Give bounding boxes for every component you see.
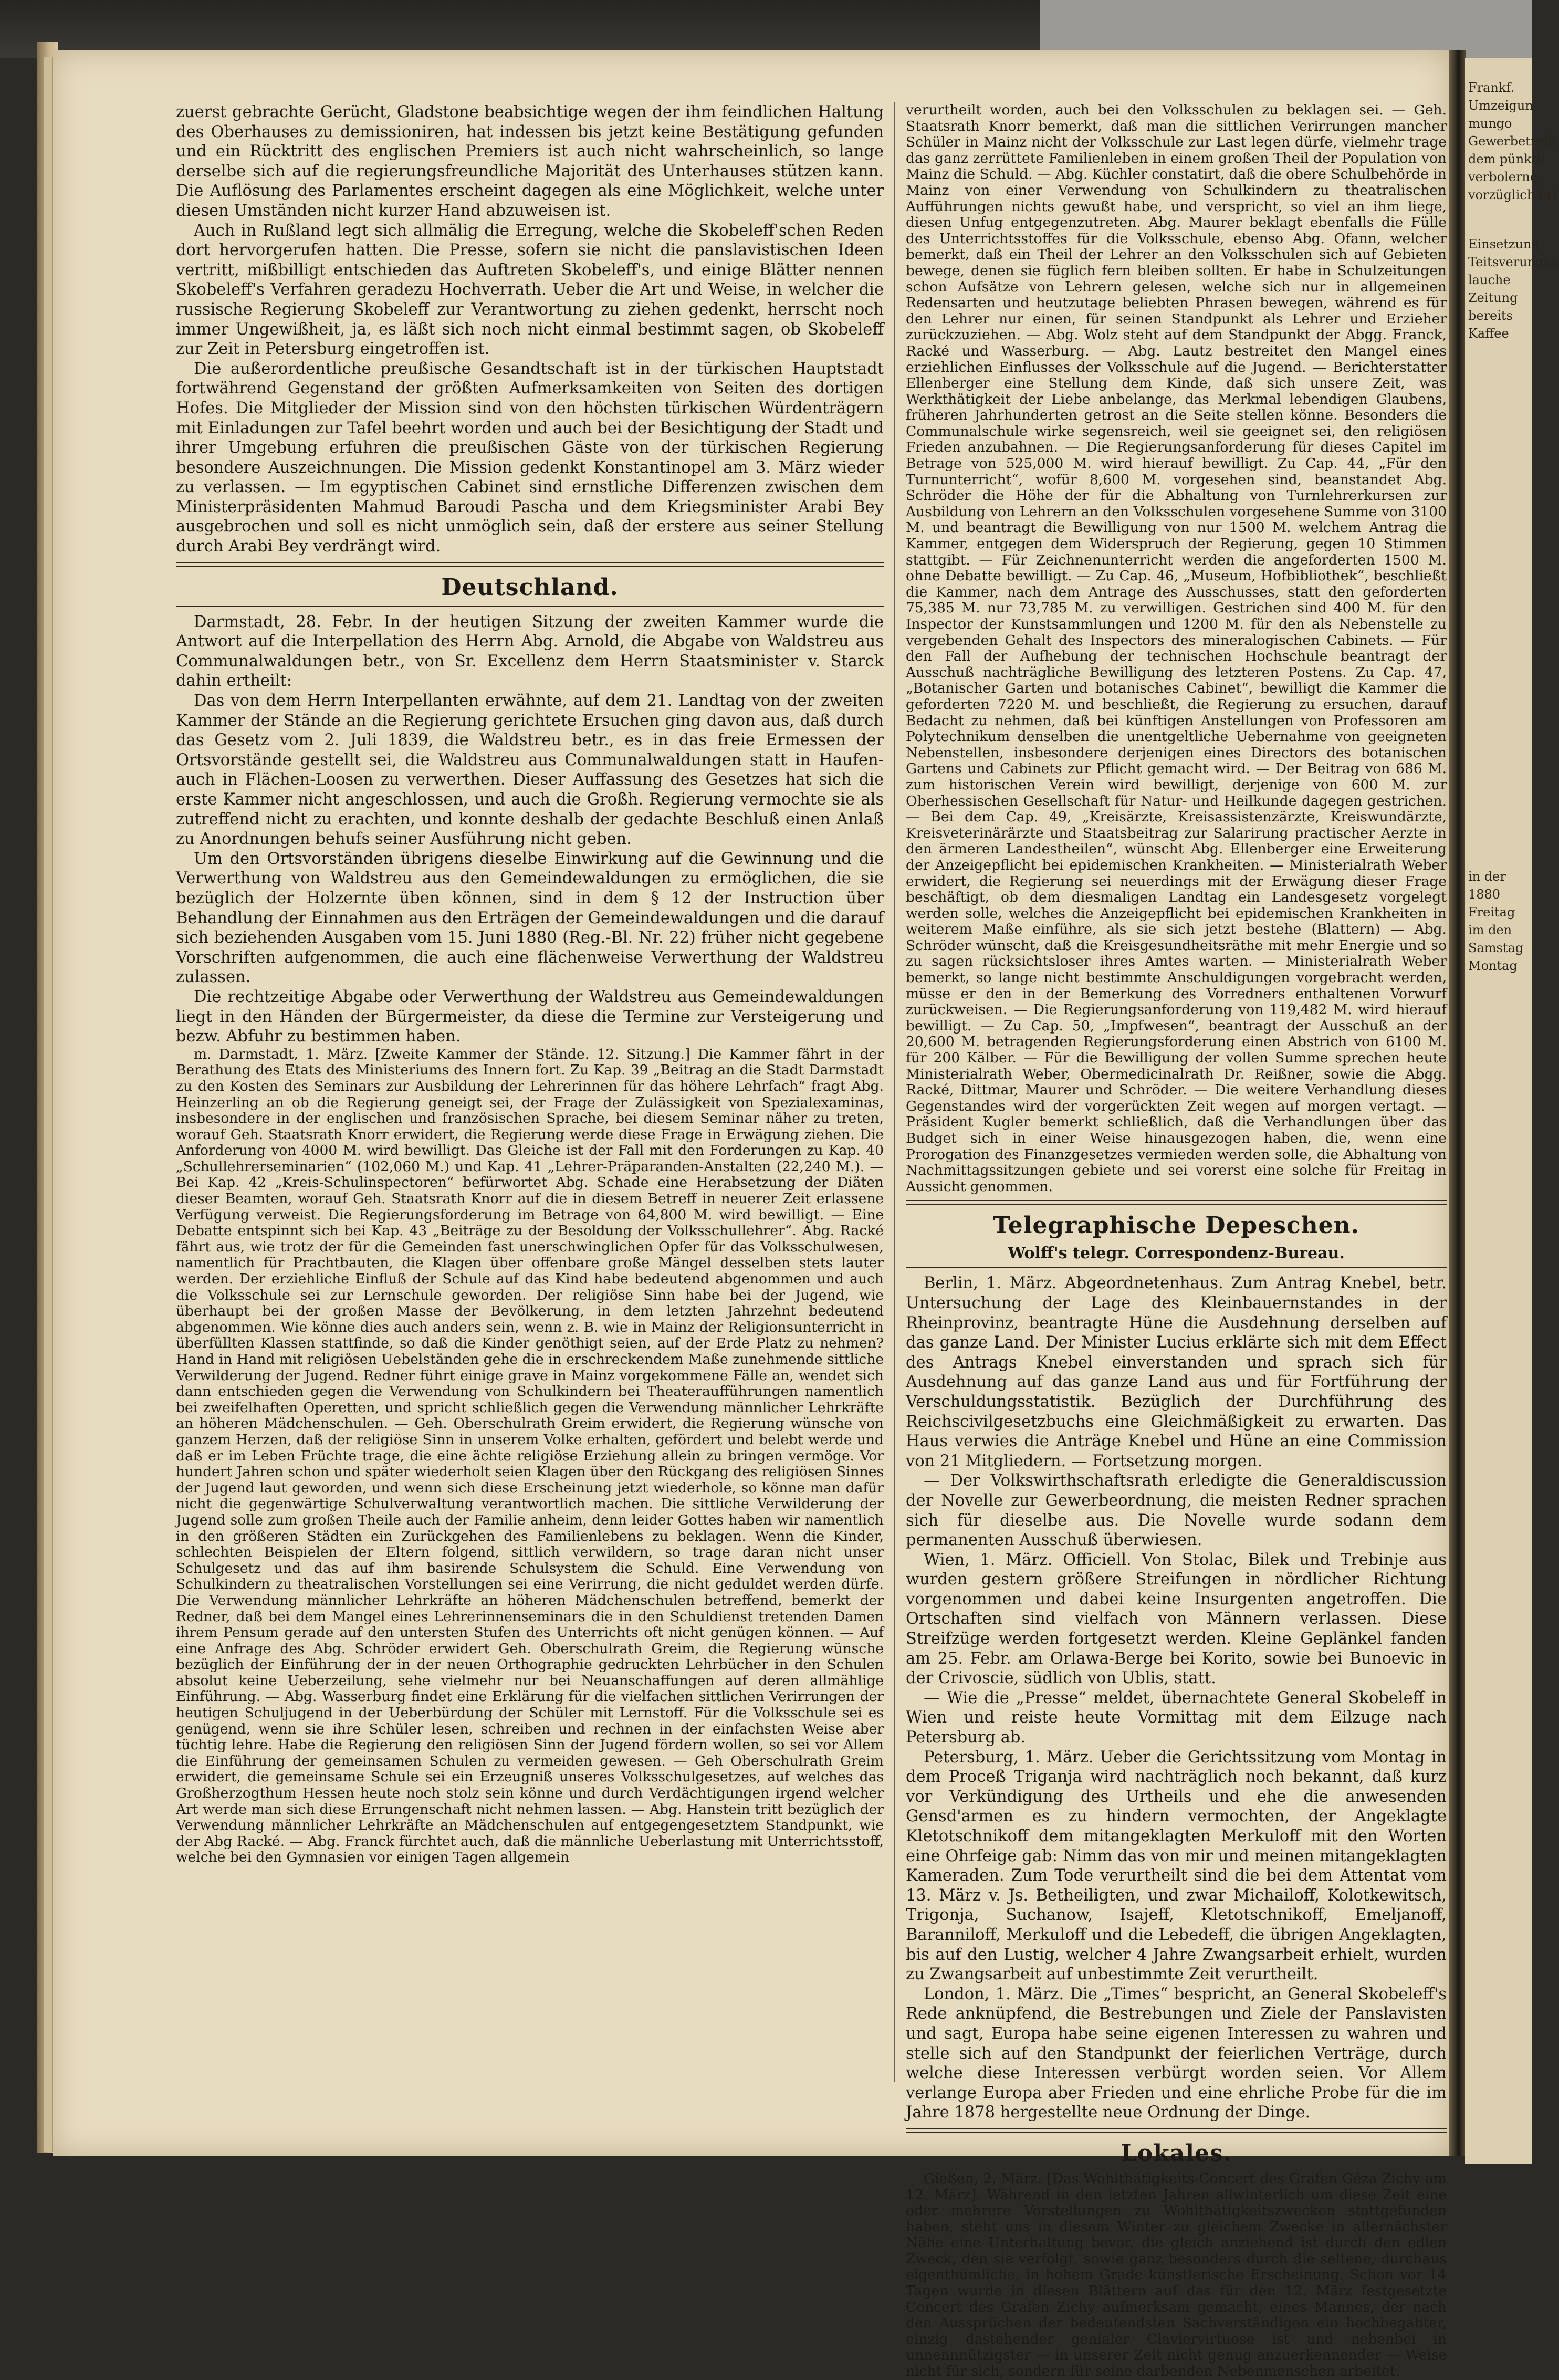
- dispatch-wien-2: — Wie die „Presse“ meldet, übernachtete General Skobeleff in Wien und reiste heute Vormittag mit dem Eilzuge nach Petersburg ab.: [906, 1688, 1447, 1747]
- article-paragraph: Das von dem Herrn Interpellanten erwähnte, auf dem 21. Landtag von der zweiten Kammer der Stände an die Regierung gerichtete Ersuchen ging davon aus, daß durch das Gesetz vom 2. Juli 1839, die Waldstreu betr., es in das freie Ermessen der Ortsvorstände gestellt sei, die Waldstreu aus Communalwaldungen statt in Haufen- auch in Flächen-Loosen zu verwerthen. Dieser Auffassung des Gesetzes hat sich die erste Kammer nicht angeschlossen, und auch die Großh. Regierung vermochte sie als zutreffend nicht zu erachten, und konnte deshalb der gedachte Beschluß einen Anlaß zu Anordnungen behufs seiner Ausführung nicht geben.: [176, 692, 884, 849]
- dispatch-london: London, 1. März. Die „Times“ bespricht, an General Skobeleff's Rede anknüpfend, die Bestrebungen und Ziele der Panslavisten und sagt, Europa habe seine eigenen Interessen zu wahren und stelle sich auf den Standpunkt der feierlichen Verträge, durch welche diese Interessen verbürgt worden seien. Vor Allem verlange Europa aber Frieden und eine ehrliche Probe für die im Jahre 1878 hergestellte neue Ordnung der Dinge.: [906, 1985, 1447, 2122]
- edge-fragment: dem pünktli: [1468, 152, 1545, 166]
- edge-fragment: Montag: [1468, 958, 1518, 973]
- edge-fragment: Frankf.: [1468, 80, 1515, 95]
- edge-fragment: Gewerbetreib: [1468, 134, 1556, 149]
- edge-fragment: Einsetzung: [1468, 237, 1540, 252]
- heading-rule: [176, 606, 884, 607]
- section-divider: [906, 2128, 1447, 2133]
- article-paragraph: Auch in Rußland legt sich allmälig die Erregung, welche die Skobeleff'schen Reden dort hervorgerufen hatten. Die Presse, sofern sie nicht die panslavistischen Ideen vertritt, mißbilligt entschieden das Auftreten Skobeleff's, und einige Blätter nennen Skobeleff's Verfahren geradezu Hochverrath. Ueber die Art und Weise, in welcher die russische Regierung Skobeleff zur Verantwortung zu ziehen gedenkt, herrscht noch immer Ungewißheit, ja, es läßt sich noch nicht einmal bestimmt sagen, ob Skobeleff zur Zeit in Petersburg eingetroffen ist.: [176, 221, 884, 359]
- edge-fragment: in der: [1468, 869, 1506, 884]
- dispatch-berlin-2: — Der Volkswirthschaftsrath erledigte die Generaldiscussion der Novelle zur Gewerbeordnung, die meisten Redner sprachen sich für dieselbe aus. Die Novelle wurde sodann dem permanenten Ausschuß überwiesen.: [906, 1471, 1447, 1550]
- section-heading-telegraph: Telegraphische Depeschen.: [993, 1212, 1359, 1239]
- edge-fragment: lauche: [1468, 273, 1511, 287]
- edge-fragment: Freitag: [1468, 905, 1515, 920]
- edge-fragment: Umzeigun: [1468, 98, 1533, 113]
- edge-fragment: Zeitung: [1468, 290, 1518, 305]
- dispatch-petersburg: Petersburg, 1. März. Ueber die Gerichtssitzung vom Montag in dem Proceß Triganja wird nachträglich noch bekannt, daß kurz vor Verkündigung des Urtheils und ehe die anwesenden Gensd'armen es zu hindern vermochten, der Angeklagte Kletotschnikoff dem mitangeklagten Merkuloff mit den Worten eine Ohrfeige gab: Nimm das von mir und meinen mitangeklagten Kameraden. Zum Tode verurtheilt sind die bei dem Attentat vom 13. März v. Js. Betheiligten, und zwar Michailoff, Kolotkewitsch, Trigonja, Suchanow, Isajeff, Kletotschnikoff, Emeljanoff, Baranniloff, Merkuloff und die Lebedeff, die übrigen Angeklagten, bis auf den Lustig, welcher 4 Jahre Zwangsarbeit erhielt, wurden zu Zwangsarbeit auf unbestimmte Zeit verurtheilt.: [906, 1748, 1447, 1984]
- dispatch-wien: Wien, 1. März. Officiell. Von Stolac, Bilek und Trebinje aus wurden gestern größere Streifungen in nördlicher Richtung vorgenommen und dabei keine Insurgenten angetroffen. Die Ortschaften sind vielfach von Männern verlassen. Diese Streifzüge werden fortgesetzt werden. Kleine Geplänkel fanden am 25. Febr. am Orlawa-Berge bei Korito, sowie bei Bunoevic in der Crivoscie, südlich von Ublis, statt.: [906, 1550, 1447, 1688]
- section-heading-lokales: Lokales.: [1120, 2139, 1232, 2167]
- article-paragraph: Die außerordentliche preußische Gesandtschaft ist in der türkischen Hauptstadt fortwährend Gegenstand der größten Aufmerksamkeiten von Seiten des dortigen Hofes. Die Mitglieder der Mission sind von den höchsten türkischen Würdenträgern mit Einladungen zur Tafel beehrt worden und auch bei der Besichtigung der Stadt und ihrer Umgebung erfuhren die preußischen Gäste von der türkischen Regierung besondere Auszeichnungen. Die Mission gedenkt Konstantinopel am 3. März wieder zu verlassen. — Im egyptischen Cabinet sind ernstliche Differenzen zwischen dem Ministerpräsidenten Mahmud Baroudi Pascha und dem Kriegsminister Arabi Bey ausgebrochen und soll es nicht unmöglich sein, daß der erstere aus seiner Stellung durch Arabi Bey verdrängt wird.: [176, 359, 884, 556]
- edge-fragment: Teitsverungen: [1468, 255, 1559, 269]
- article-paragraph: Darmstadt, 28. Febr. In der heutigen Sitzung der zweiten Kammer wurde die Antwort auf die Interpellation des Herrn Abg. Arnold, die Abgabe von Waldstreu aus Communalwaldungen betr., von Sr. Excellenz dem Herrn Staatsminister v. Starck dahin ertheilt:: [176, 612, 884, 691]
- edge-fragment: Samstag: [1468, 941, 1524, 955]
- section-divider: [906, 1200, 1447, 1205]
- chamber-report-continued: verurtheilt worden, auch bei den Volksschulen zu beklagen sei. — Geh. Staatsrath Knorr bemerkt, daß man die sittlichen Verirrungen mancher Schüler in Mainz nicht der Volksschule zur Last legen dürfe, vielmehr trage das ganz zerrüttete Familienleben in einem großen Theil der Population von Mainz die Schuld. — Abg. Küchler constatirt, daß die obere Schulbehörde in Mainz von einer Verwendung von Schulkindern zu theatralischen Aufführungen nichts gewußt habe, und verspricht, so viel an ihm liege, diesen Unfug entgegenzutreten. Abg. Maurer beklagt ebenfalls die Fülle des Unterrichtsstoffes für die Volksschule, ebenso Abg. Ofann, welcher bemerkt, daß ein Theil der Lehrer an den Volksschulen sich auf Gebieten bewege, denen sie füglich fern bleiben sollten. Er habe in Schulzeitungen schon Aufsätze von Lehrern gelesen, welche sich nur in allgemeinen Redensarten und heutzutage beliebten Phrasen bewegen, während es für den Lehrer nur einen, für seinen Standpunkt als Lehrer und Erzieher zurückzuziehen. — Abg. Wolz steht auf dem Standpunkt der Abgg. Franck, Racké und Wasserburg. — Abg. Lautz bestreitet den Mangel eines erziehlichen Einflusses der Volksschule auf die Jugend. — Berichterstatter Ellenberger eine Stellung dem Kinde, daß sich unsere Zeit, was Werkthätigkeit der Liebe anbelange, das Merkmal lebendigen Glaubens, früheren Jahrhunderten getrost an die Seite stellen könne. Besonders die Communalschule wirke segensreich, weil sie geeignet sei, den religiösen Frieden anzubahnen. — Die Regierungsanforderung für dieses Capitel im Betrage von 525,000 M. wird hierauf bewilligt. Zu Cap. 44, „Für den Turnunterricht“, wofür 8,600 M. vorgesehen sind, beanstandet Abg. Schröder die Höhe der für die Abhaltung von Turnlehrerkursen zur Ausbildung von Lehrern an den Volksschulen vorgesehene Summe von 3100 M. und beantragt die Bewilligung von nur 1500 M. welchem Antrag die Kammer, entgegen dem Widerspruch der Regierung, gegen 10 Stimmen stattgibt. — Für Zeichnenunterricht werden die angeforderten 1500 M. ohne Debatte bewilligt. — Zu Cap. 46, „Museum, Hofbibliothek“, beschließt die Kammer, nach dem Antrage des Ausschusses, statt den geforderten 75,385 M. nur 73,785 M. zu verwilligen. Gestrichen sind 400 M. für den Inspector der Kunstsammlungen und 1200 M. für den als Nebenstelle zu vergebenden Gehalt des Inspectors des mineralogischen Cabinets. — Für den Fall der Aufhebung der technischen Hochschule beantragt der Ausschuß nachträgliche Bewilligung des letzteren Postens. Zu Cap. 47, „Botanischer Garten und botanisches Cabinet“, bewilligt die Kammer die geforderten 7220 M. und beschließt, die Regierung zu ersuchen, darauf Bedacht zu nehmen, daß bei künftigen Anstellungen von Professoren am Polytechnikum denselben die unentgeltliche Uebernahme von geeigneten Nebenstellen, insbesondere derjenigen eines Directors des botanischen Gartens und Cabinets zur Pflicht gemacht wird. — Der Beitrag von 686 M. zum historischen Verein wird bewilligt, derjenige von 600 M. zur Oberhessischen Gesellschaft für Natur- und Heilkunde dagegen gestrichen. — Bei dem Cap. 49, „Kreisärzte, Kreisassistenzärzte, Kreiswundärzte, Kreisveterinärärzte und Staatsbeitrag zur Salarirung practischer Aerzte in den ärmeren Landestheilen“, wünscht Abg. Ellenberger eine Erweiterung der Anzeigepflicht bei epidemischen Krankheiten. — Ministerialrath Weber erwidert, die Regierung sei neuerdings mit der Erwägung dieser Frage beschäftigt, ob dem diesmaligen Landtag ein Landesgesetz vorgelegt werden solle, welches die Anzeigepflicht bei epidemischen Krankheiten in weiterem Maße einführe, als sie sich jetzt bestehe (Blattern) — Abg. Schröder wünscht, daß die Kreisgesundheitsräthe mit mehr Energie und so zu sagen rücksichtsloser ihres Amtes warten. — Ministerialrath Weber bemerkt, so lange nicht bestimmte Anschuldigungen vorgebracht werden, müsse er den in der Bemerkung des Vorredners enthaltenen Vorwurf zurückweisen. — Die Regierungsanforderung von 119,482 M. wird hierauf bewilligt. — Zu Cap. 50, „Impfwesen“, beantragt der Ausschuß an der 20,600 M. betragenden Regierungsforderung einen Abstrich von 6100 M. für 200 Kälber. — Für die Bewilligung der vollen Summe sprechen heute Ministerialrath Weber, Obermedicinalrath Dr. Reißner, sowie die Abgg. Racké, Dittmar, Maurer und Schröder. — Die weitere Verhandlung dieses Gegenstandes wird der vorgerückten Zeit wegen auf morgen vertagt. — Präsident Kugler bemerkt schließlich, daß die Verhandlungen über das Budget sich in einer Weise hinausgezogen haben, die, wenn eine Prorogation des Finanzgesetzes vermieden werden solle, die Abhaltung von Nachmittagssitzungen gebiete und sei vorerst eine solche für Freitag in Aussicht genommen.: [906, 102, 1447, 1195]
- adjacent-page-edge: [1465, 58, 1559, 2164]
- left-column: [176, 102, 884, 2082]
- column-divider: [894, 102, 895, 2082]
- local-news-paragraph: Gießen, 2. März. [Das Wohlthätigkeits-Concert des Grafen Géza Zichy am 12. März]. Während in den letzten Jahren allwinterlich um diese Zeit eine oder mehrere Vorstellungen zu Wohlthätigkeitszwecken stattgefunden haben, steht uns in diesem Winter zu gleichem Zwecke in allernächster Nähe eine Unterhaltung bevor, die gleich anziehend ist durch den edlen Zweck, den sie verfolgt, sowie ganz besonders durch die seltene, durchaus eigenthümliche, in hohem Grade künstlerische Erscheinung. Schon vor 14 Tagen wurde in diesen Blättern auf das für den 12. März festgesetzte Concert des Grafen Zichy aufmerksam gemacht, eines Mannes, der nach den Aussprüchen der bedeutendsten Sachverständigen ein hochbegabter, einzig dastehender genialer Claviervirtuose ist und nebenbei in unnennnützigster — in unserer Zeit nicht genug anzuerkennender — Weise nicht für sich, sondern für seine darbenden Nebenmenschen arbeitet.: [906, 2170, 1447, 2380]
- article-paragraph: Die rechtzeitige Abgabe oder Verwerthung der Waldstreu aus Gemeindewaldungen liegt in den Händen der Bürgermeister, da diese die Termine zur Versteigerung und bezw. Abfuhr zu bestimmen haben.: [176, 987, 884, 1046]
- dispatch-berlin: Berlin, 1. März. Abgeordnetenhaus. Zum Antrag Knebel, betr. Untersuchung der Lage des Kleinbauernstandes in der Rheinprovinz, beantragte Hüne die Ausdehnung derselben auf das ganze Land. Der Minister Lucius erklärte sich mit dem Effect des Antrags Knebel einverstanden und sprach sich für Ausdehnung auf das ganze Land aus und für Fortführung der Verschuldungsstatistik. Bezüglich der Durchführung des Reichscivilgesetzbuchs eine Gleichmäßigkeit zu erwarten. Das Haus verwies die Anträge Knebel und Hüne an eine Commission von 21 Mitgliedern. — Fortsetzung morgen.: [906, 1274, 1447, 1470]
- edge-fragment: im den: [1468, 923, 1512, 937]
- edge-fragment: bereits: [1468, 308, 1513, 323]
- edge-fragment: 1880: [1468, 887, 1501, 902]
- edge-fragment: vorzüglich bri: [1468, 187, 1557, 202]
- edge-fragment: Kaffee: [1468, 326, 1509, 341]
- book-gutter: [1449, 50, 1466, 2156]
- chamber-report: m. Darmstadt, 1. März. [Zweite Kammer der Stände. 12. Sitzung.] Die Kammer fährt in der Berathung des Etats des Ministeriums des Innern fort. Zu Kap. 39 „Beitrag an die Stadt Darmstadt zu den Kosten des Seminars zur Ausbildung der Lehrerinnen für das höhere Lehrfach“ fragt Abg. Heinzerling an ob die Regierung geneigt sei, der Frage der Zulässigkeit von Spezialexaminas, insbesondere in der englischen und französischen Sprache, bei diesem Seminar näher zu treten, worauf Geh. Staatsrath Knorr erwidert, die Regierung werde diese Frage in Erwägung ziehen. Die Anforderung von 4000 M. wird bewilligt. Das Gleiche ist der Fall mit den Forderungen zu Kap. 40 „Schullehrerseminarien“ (102,060 M.) und Kap. 41 „Lehrer-Präparanden-Anstalten (22,240 M.). — Bei Kap. 42 „Kreis-Schulinspectoren“ befürwortet Abg. Schade eine Herabsetzung der Diäten dieser Beamten, worauf Geh. Staatsrath Knorr auf die in diesem Betreff in neuerer Zeit erlassene Verfügung verweist. Die Regierungsforderung im Betrage von 64,800 M. wird bewilligt. — Eine Debatte entspinnt sich bei Kap. 43 „Beiträge zu der Besoldung der Volksschullehrer“. Abg. Racké fährt aus, wie trotz der für die Gemeinden fast unerschwinglichen Opfer für das Volksschulwesen, namentlich für Prachtbauten, die Klagen über offenbare große Mängel desselben stets lauter werden. Der erziehliche Einfluß der Schule auf das Kind habe bedeutend abgenommen und auch die Volksschule sei zur Lernschule geworden. Der religiöse Sinn habe bei der Jugend, wie überhaupt bei der großen Masse der Bevölkerung, in dem letzten Jahrzehnt bedeutend abgenommen. Wie könne dies auch anders sein, wenn z. B. wie in Mainz der Religionsunterricht in überfüllten Klassen stattfinde, so daß die Kinder genöthigt seien, auf der Erde Platz zu nehmen? Hand in Hand mit religiösen Uebelständen gehe die in erschreckendem Maße zunehmende sittliche Verwilderung der Jugend. Redner führt einige grave in Mainz vorgekommene Fälle an, wendet sich dann entschieden gegen die Verwendung von Schulkindern bei Theateraufführungen namentlich bei zweifelhaften Operetten, und spricht schließlich gegen die Verwendung männlicher Lehrkräfte an höheren Mädchenschulen. — Geh. Oberschulrath Greim erwidert, die Regierung wünsche von ganzem Herzen, daß der religiöse Sinn in unserem Volke erhalten, gefördert und belebt werde und daß er im Leben Früchte trage, die eine ächte religiöse Erziehung allein zu bringen vermöge. Vor hundert Jahren schon und später wiederholt seien Klagen über den Rückgang des religiösen Sinnes der Jugend laut geworden, und wenn sich diese Erscheinung jetzt wiederhole, so könne man dafür nicht die gegenwärtige Schulverwaltung verantwortlich machen. Die sittliche Verwilderung der Jugend solle zum großen Theile auch der Familie anheim, denn leider Gottes haben wir namentlich in den größeren Städten ein Zurückgehen des Familienlebens zu beklagen. Wenn die Kinder, schlechten Beispielen der Eltern folgend, sittlich verwildern, so trage daran nicht unser Schulgesetz und das auf ihm basirende Schulsystem die Schuld. Eine Verwendung von Schulkindern zu theatralischen Vorstellungen sei eine Verirrung, die nicht geduldet werden dürfe. Die Verwendung männlicher Lehrkräfte an höheren Mädchenschulen betreffend, bemerkt der Redner, daß bei dem Mangel eines Lehrerinnenseminars die in den Schuldienst tretenden Damen ihrem Pensum gerade auf den untersten Stufen des Unterrichts oft nicht genügen können. — Auf eine Anfrage des Abg. Schröder erwidert Geh. Oberschulrath Greim, die Regierung wünsche bezüglich der Einführung der in der neuen Orthographie gedruckten Lehrbücher in den Schulen absolut keine Ueberzeilung, sehe vielmehr nur bei Neuanschaffungen auf deren allmählige Einführung. — Abg. Wasserburg findet eine Erklärung für die vielfachen sittlichen Verirrungen der heutigen Schuljugend in der Ueberbürdung der Schüler mit Lernstoff. Für die Volksschule sei es genügend, wenn sie ihre Schüler lesen, schreiben und rechnen in der einfachsten Weise aber tüchtig lehre. Habe die Regierung den religiösen Sinn der Jugend fördern wollen, so sei vor Allem die Einführung der gemeinsamen Schulen zu vermeiden gewesen. — Geh Oberschulrath Greim erwidert, die gemeinsame Schule sei ein Erzeugniß unseres Volksschulgesetzes, auf welches das Großherzogthum Hessen heute noch stolz sein könne und durch Verdächtigungen irgend welcher Art werde man sich diese Errungenschaft nicht nehmen lassen. — Abg. Hanstein tritt bezüglich der Verwendung männlicher Lehrkräfte an Mädchenschulen auf entgegengesetztem Standpunkt, wie der Abg Racké. — Abg. Franck fürchtet auch, daß die männliche Ueberlastung mit Unterrichtsstoff, welche bei den Gymnasien vor einigen Tagen allgemein: [176, 1046, 884, 1866]
- edge-fragment: verbolerne: [1468, 170, 1538, 184]
- heading-rule: [906, 1267, 1447, 1268]
- section-divider: [176, 562, 884, 567]
- edge-fragment: mungo: [1468, 116, 1512, 131]
- telegraph-bureau-subheading: Wolff's telegr. Correspondenz-Bureau.: [1008, 1244, 1345, 1263]
- right-column: [906, 102, 1447, 2380]
- article-paragraph: zuerst gebrachte Gerücht, Gladstone beabsichtige wegen der ihm feindlichen Haltung des Oberhauses zu demissioniren, hat indessen bis jetzt keine Bestätigung gefunden und ein Rücktritt des englischen Premiers ist auch nicht wahrscheinlich, so lange derselbe sich auf die regierungsfreundliche Majorität des Unterhauses stützen kann. Die Auflösung des Parlamentes erscheint dagegen als eine Möglichkeit, welche unter diesen Umständen nicht kurzer Hand abzuweisen ist.: [176, 103, 884, 220]
- section-heading-deutschland: Deutschland.: [441, 573, 619, 601]
- article-paragraph: Um den Ortsvorständen übrigens dieselbe Einwirkung auf die Gewinnung und die Verwerthung von Waldstreu aus den Gemeindewaldungen zu ermöglichen, die sie bezüglich der Holzernte üben können, sind in dem § 12 der Instruction über Behandlung der Einnahmen aus den Erträgen der Gemeindewaldungen und die darauf sich beziehenden Ausgaben vom 15. Juni 1880 (Reg.-Bl. Nr. 22) früher nicht gegebene Vorschriften aufgenommen, die auch eine flächenweise Verwerthung der Waldstreu zulassen.: [176, 849, 884, 987]
